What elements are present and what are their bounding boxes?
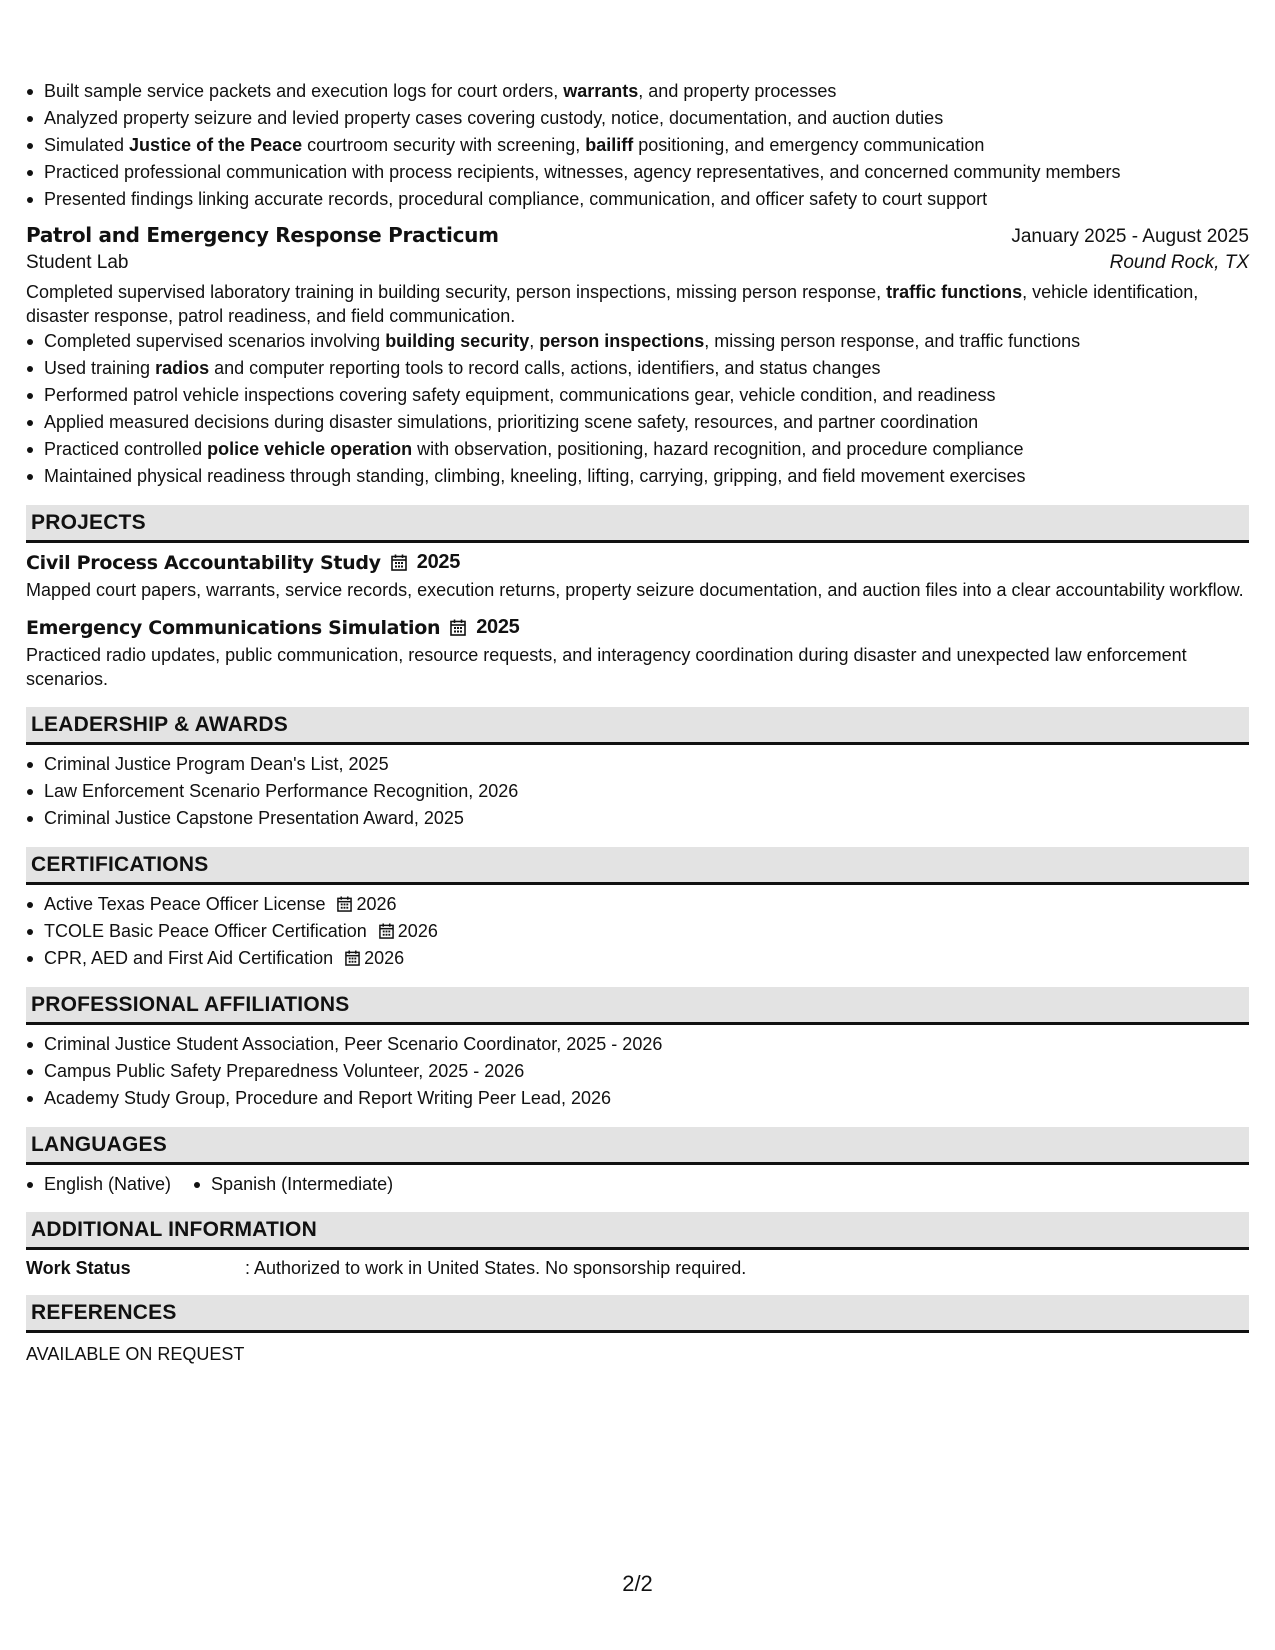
role-bullet-list	[26, 328, 1249, 490]
list-item: Academy Study Group, Procedure and Report Writing Peer Lead, 2026	[44, 1085, 1249, 1112]
role-organization: Student Lab	[26, 252, 129, 273]
leadership-list	[26, 751, 1249, 832]
calendar-icon	[337, 896, 352, 912]
project-title: Civil Process Accountability Study	[26, 551, 381, 574]
project-year: 2025	[416, 551, 461, 573]
list-item: Simulated Justice of the Peace courtroom security with screening, bailiff positioning, and emergency communication	[44, 132, 1249, 159]
section-heading-additional-information: ADDITIONAL INFORMATION	[26, 1212, 1249, 1250]
section-heading-affiliations: PROFESSIONAL AFFILIATIONS	[26, 987, 1249, 1025]
project-entry	[26, 551, 1249, 602]
work-status-label: Work Status	[26, 1258, 131, 1278]
list-item: Criminal Justice Program Dean's List, 2025	[44, 751, 1249, 778]
affiliations-list	[26, 1031, 1249, 1112]
project-year: 2025	[476, 616, 520, 638]
list-item: Criminal Justice Capstone Presentation Award, 2025	[44, 805, 1249, 832]
calendar-icon	[450, 619, 466, 636]
practicum-entry	[26, 223, 1249, 490]
project-title: Emergency Communications Simulation	[26, 616, 441, 639]
calendar-icon	[391, 554, 407, 571]
work-status-value: : Authorized to work in United States. No sponsorship required.	[245, 1258, 747, 1278]
work-status-row	[26, 1258, 1249, 1279]
calendar-icon	[379, 923, 394, 939]
languages-list	[26, 1171, 1249, 1198]
list-item: CPR, AED and First Aid Certification 2026	[44, 945, 1249, 972]
list-item: Analyzed property seizure and levied property cases covering custody, notice, documentation, and auction duties	[44, 105, 1249, 132]
list-item: Maintained physical readiness through standing, climbing, kneeling, lifting, carrying, gripping, and field movement exercises	[44, 463, 1249, 490]
role-title: Patrol and Emergency Response Practicum	[26, 223, 499, 247]
list-item: Applied measured decisions during disaster simulations, prioritizing scene safety, resources, and partner coordination	[44, 409, 1249, 436]
resume-page	[26, 78, 1249, 1366]
section-heading-projects: PROJECTS	[26, 505, 1249, 543]
list-item: Spanish (Intermediate)	[211, 1171, 393, 1198]
project-description: Practiced radio updates, public communication, resource requests, and interagency coordination during disaster and unexpected law enforcement scenarios.	[26, 645, 1187, 689]
section-heading-certifications: CERTIFICATIONS	[26, 847, 1249, 885]
list-item: Criminal Justice Student Association, Peer Scenario Coordinator, 2025 - 2026	[44, 1031, 1249, 1058]
section-heading-references: REFERENCES	[26, 1295, 1249, 1333]
role-dates: January 2025 - August 2025	[1011, 226, 1249, 247]
list-item: Practiced professional communication with process recipients, witnesses, agency representatives, and concerned community members	[44, 159, 1249, 186]
role-location: Round Rock, TX	[1109, 252, 1249, 273]
list-item: Used training radios and computer reporting tools to record calls, actions, identifiers, and status changes	[44, 355, 1249, 382]
list-item: Campus Public Safety Preparedness Volunteer, 2025 - 2026	[44, 1058, 1249, 1085]
list-item: Presented findings linking accurate records, procedural compliance, communication, and officer safety to court support	[44, 186, 1249, 213]
references-text: AVAILABLE ON REQUEST	[26, 1344, 245, 1364]
list-item: Active Texas Peace Officer License 2026	[44, 891, 1249, 918]
role-summary: Completed supervised laboratory training in building security, person inspections, missing person response, traffic functions, vehicle identification, disaster response, patrol readiness, and field communication.	[26, 282, 1199, 326]
list-item: English (Native)	[44, 1171, 171, 1198]
experience-bullet-list	[26, 78, 1249, 213]
certifications-list	[26, 891, 1249, 972]
project-entry	[26, 616, 1249, 691]
section-heading-leadership: LEADERSHIP & AWARDS	[26, 707, 1249, 745]
list-item: Practiced controlled police vehicle operation with observation, positioning, hazard recognition, and procedure compliance	[44, 436, 1249, 463]
list-item: Completed supervised scenarios involving building security, person inspections, missing person response, and traffic functions	[44, 328, 1249, 355]
list-item: TCOLE Basic Peace Officer Certification 2026	[44, 918, 1249, 945]
list-item: Performed patrol vehicle inspections covering safety equipment, communications gear, vehicle condition, and readiness	[44, 382, 1249, 409]
project-description: Mapped court papers, warrants, service records, execution returns, property seizure documentation, and auction files into a clear accountability workflow.	[26, 580, 1244, 600]
calendar-icon	[345, 950, 360, 966]
page-number: 2/2	[622, 1571, 653, 1596]
list-item: Law Enforcement Scenario Performance Recognition, 2026	[44, 778, 1249, 805]
list-item: Built sample service packets and execution logs for court orders, warrants, and property processes	[44, 78, 1249, 105]
section-heading-languages: LANGUAGES	[26, 1127, 1249, 1165]
